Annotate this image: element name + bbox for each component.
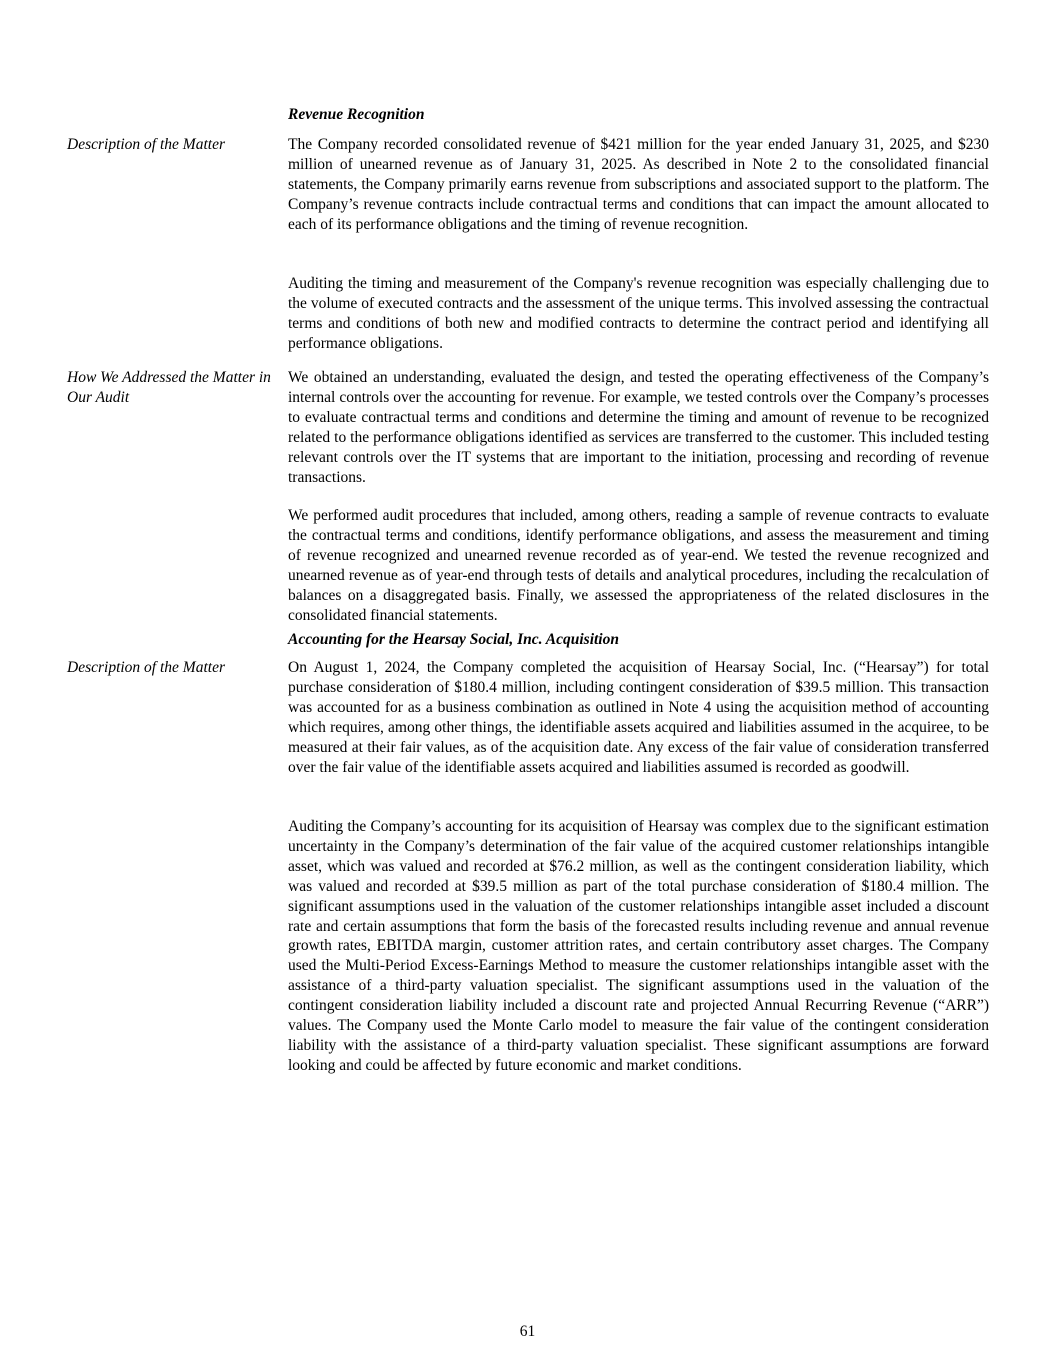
row-label-description-of-matter-hearsay: Description of the Matter (67, 659, 225, 676)
paragraph-revenue-controls: We obtained an understanding, evaluated the design, and tested the operating effectiveness of the Company’s internal controls over the accounting for revenue. For example, we tested controls over the Company’s processes to evaluate contractual terms and conditions and determine the timing and amount of revenue to be recognized related to the performance obligations identified as services are transferred to the customer. This included testing relevant controls over the IT systems that are important to the initiation, processing and recording of revenue transactions. (288, 369, 989, 486)
paragraph-revenue-procedures: We performed audit procedures that included, among others, reading a sample of revenue contracts to evaluate the contractual terms and conditions, identify performance obligations, and assess the measurement and timing of revenue recognized and unearned revenue recorded as of year-end. We tested the revenue recognized and unearned revenue as of year-end through tests of details and analytical procedures, including the recalculation of balances on a disaggregated basis. Finally, we assessed the appropriateness of the related disclosures in the consolidated financial statements. (288, 507, 989, 624)
row-label-how-we-addressed: How We Addressed the Matter in Our Audit (67, 369, 271, 406)
page-number: 61 (519, 1323, 536, 1340)
paragraph-hearsay-auditing-complexity: Auditing the Company’s accounting for its acquisition of Hearsay was complex due to the significant estimation uncertainty in the Company’s determination of the fair value of the acquired customer relationships intangible asset, which was valued and recorded at $76.2 million, as well as the contingent consideration liability, which was valued and recorded at $39.5 million as part of the total purchase consideration of $180.4 million. The significant assumptions used in the valuation of the customer relationships intangible asset included a discount rate and certain assumptions that form the basis of the forecasted results including revenue and annual revenue growth rates, EBITDA margin, customer attrition rates, and certain contributory asset charges. The Company used the Multi-Period Excess-Earnings Method to measure the customer relationships intangible asset with the assistance of a third-party valuation specialist. The significant assumptions used in the valuation of the contingent consideration liability included a discount rate and projected Annual Recurring Revenue (“ARR”) values. The Company used the Monte Carlo model to measure the fair value of the contingent consideration liability with the assistance of a third-party valuation specialist. These significant assumptions are forward looking and could be affected by future economic and market conditions. (288, 818, 989, 1074)
paragraph-revenue-auditing-challenge: Auditing the timing and measurement of the Company's revenue recognition was especially challenging due to the volume of executed contracts and the assessment of the unique terms. This involved assessing the contractual terms and conditions of both new and modified contracts to determine the contract period and identifying all performance obligations. (288, 275, 989, 352)
row-label-description-of-matter: Description of the Matter (67, 136, 225, 153)
paragraph-revenue-description: The Company recorded consolidated revenue of $421 million for the year ended January 31, 2025, and $230 million of unearned revenue as of January 31, 2025. As described in Note 2 to the consolidated financial statements, the Company primarily earns revenue from subscriptions and associated support to the platform. The Company’s revenue contracts include contractual terms and conditions that can impact the amount allocated to each of its performance obligations and the timing of revenue recognition. (288, 136, 989, 233)
section-heading-revenue-recognition: Revenue Recognition (288, 106, 425, 123)
section-heading-hearsay-acquisition: Accounting for the Hearsay Social, Inc. Acquisition (288, 631, 619, 648)
paragraph-hearsay-description: On August 1, 2024, the Company completed the acquisition of Hearsay Social, Inc. (“Hearsay”) for total purchase consideration of $180.4 million, including contingent consideration of $39.5 million. This transaction was accounted for as a business combination as outlined in Note 4 using the acquisition method of accounting which requires, among other things, the identifiable assets acquired and liabilities assumed in the acquiree, to be measured at their fair values, as of the acquisition date. Any excess of the fair value of consideration transferred over the fair value of the identifiable assets acquired and liabilities assumed is recorded as goodwill. (288, 659, 989, 776)
